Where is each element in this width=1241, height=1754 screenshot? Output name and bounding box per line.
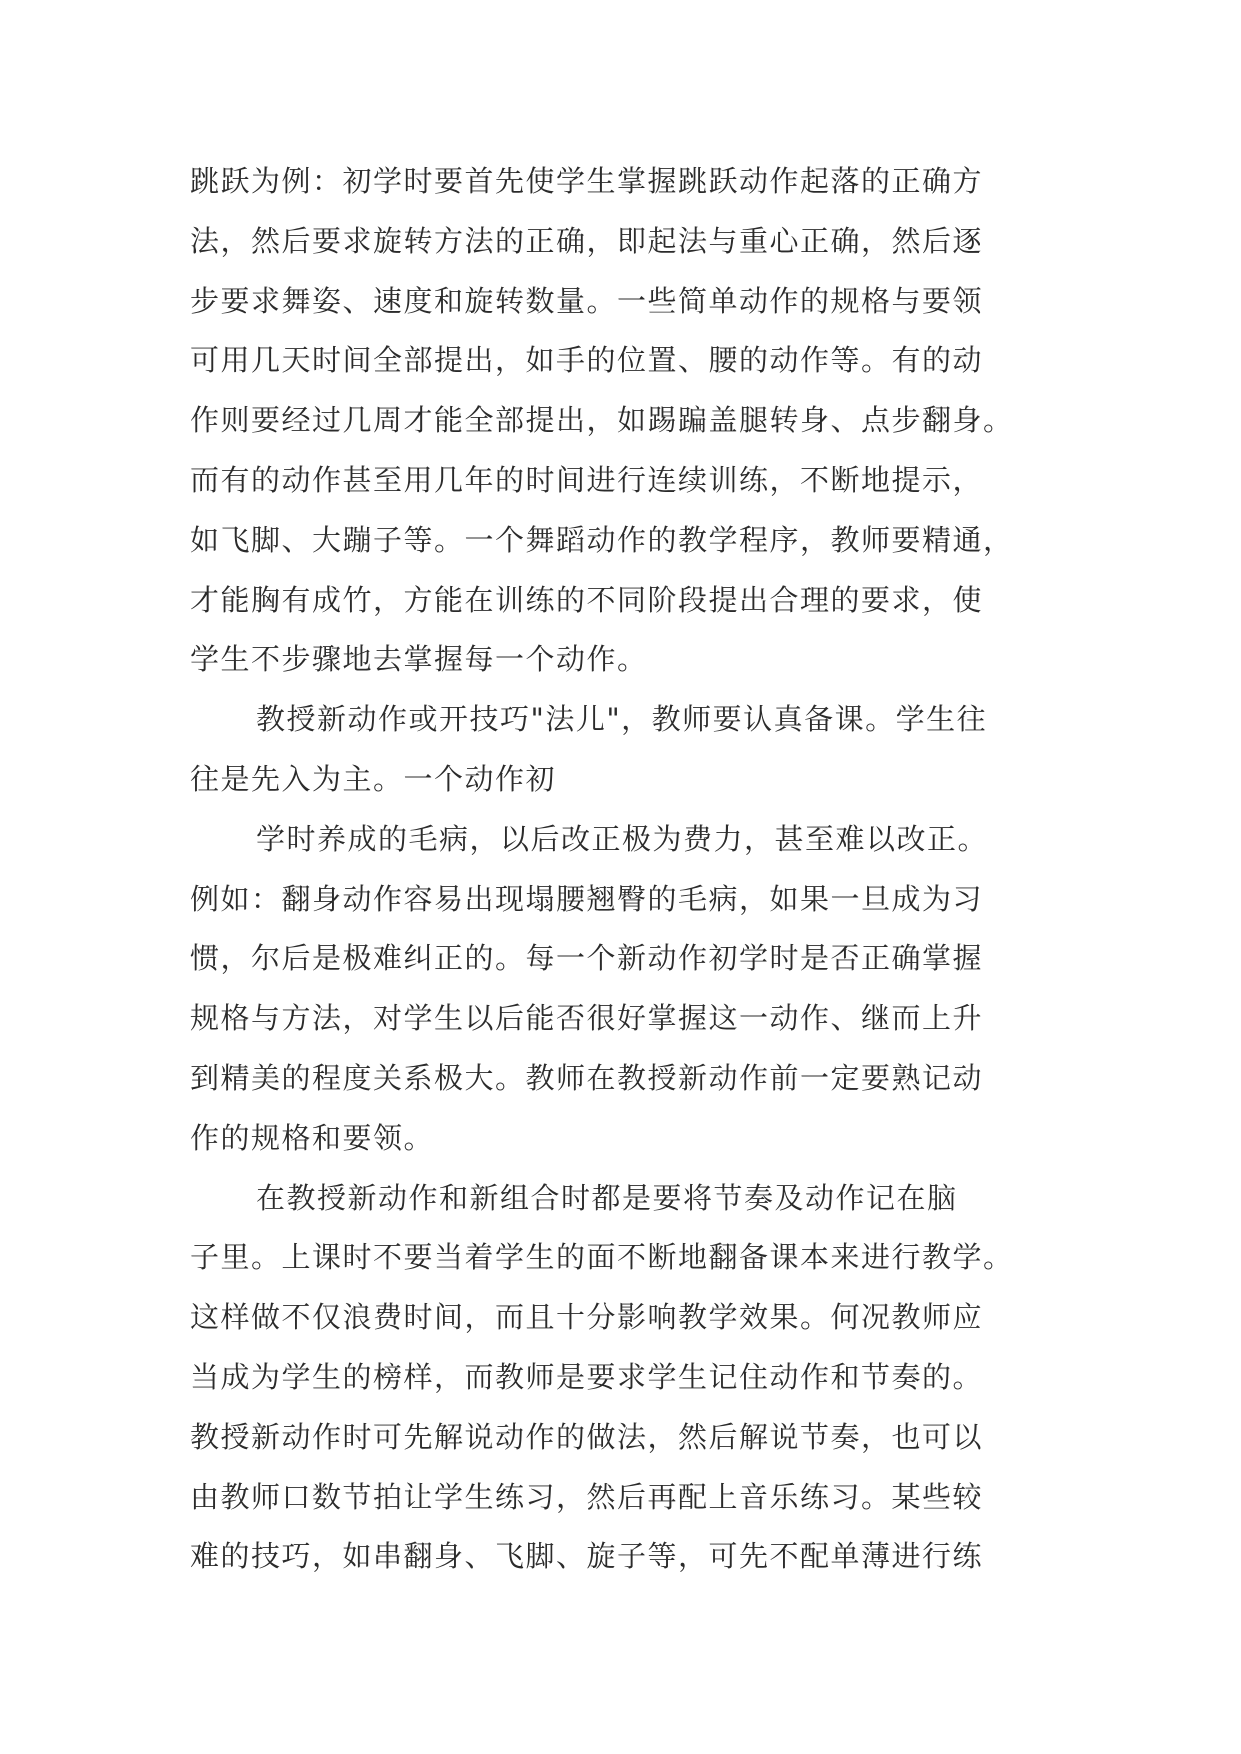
text-line: 法，然后要求旋转方法的正确，即起法与重心正确，然后逐 xyxy=(190,223,984,258)
paragraph-start-line: 教授新动作或开技巧"法儿"，教师要认真备课。学生往 xyxy=(256,702,988,737)
text-line: 可用几天时间全部提出，如手的位置、腰的动作等。有的动 xyxy=(190,343,984,378)
text-line: 规格与方法，对学生以后能否很好掌握这一动作、继而上升 xyxy=(190,1001,984,1036)
text-line: 学生不步骤地去掌握每一个动作。 xyxy=(190,642,648,677)
text-line: 而有的动作甚至用几年的时间进行连续训练，不断地提示， xyxy=(190,462,984,497)
text-line: 例如：翻身动作容易出现塌腰翘臀的毛病，如果一旦成为习 xyxy=(190,881,984,916)
text-line: 子里。上课时不要当着学生的面不断地翻备课本来进行教学。 xyxy=(190,1240,1014,1275)
paragraph-start-line: 学时养成的毛病，以后改正极为费力，甚至难以改正。 xyxy=(256,821,989,856)
text-line: 跳跃为例：初学时要首先使学生掌握跳跃动作起落的正确方 xyxy=(190,164,984,198)
body-text xyxy=(190,152,1070,1587)
text-line: 到精美的程度关系极大。教师在教授新动作前一定要熟记动 xyxy=(190,1060,984,1095)
text-line: 作的规格和要领。 xyxy=(190,1120,435,1155)
paragraph-start-line: 在教授新动作和新组合时都是要将节奏及动作记在脑 xyxy=(256,1180,958,1215)
text-line: 才能胸有成竹，方能在训练的不同阶段提出合理的要求，使 xyxy=(190,582,984,617)
text-line: 步要求舞姿、速度和旋转数量。一些简单动作的规格与要领 xyxy=(190,283,984,318)
text-line: 作则要经过几周才能全部提出，如踢蹁盖腿转身、点步翻身。 xyxy=(190,403,1014,438)
text-line: 惯，尔后是极难纠正的。每一个新动作初学时是否正确掌握 xyxy=(190,941,984,976)
text-line: 这样做不仅浪费时间，而且十分影响教学效果。何况教师应 xyxy=(190,1300,984,1335)
text-line: 教授新动作时可先解说动作的做法，然后解说节奏，也可以 xyxy=(190,1419,984,1454)
text-line: 当成为学生的榜样，而教师是要求学生记住动作和节奏的。 xyxy=(190,1359,984,1394)
text-line: 由教师口数节拍让学生练习，然后再配上音乐练习。某些较 xyxy=(190,1479,984,1514)
text-line: 如飞脚、大蹦子等。一个舞蹈动作的教学程序，教师要精通， xyxy=(190,522,1014,557)
text-line: 往是先入为主。一个动作初 xyxy=(190,761,557,796)
text-line: 难的技巧，如串翻身、飞脚、旋子等，可先不配单薄进行练 xyxy=(190,1539,984,1574)
